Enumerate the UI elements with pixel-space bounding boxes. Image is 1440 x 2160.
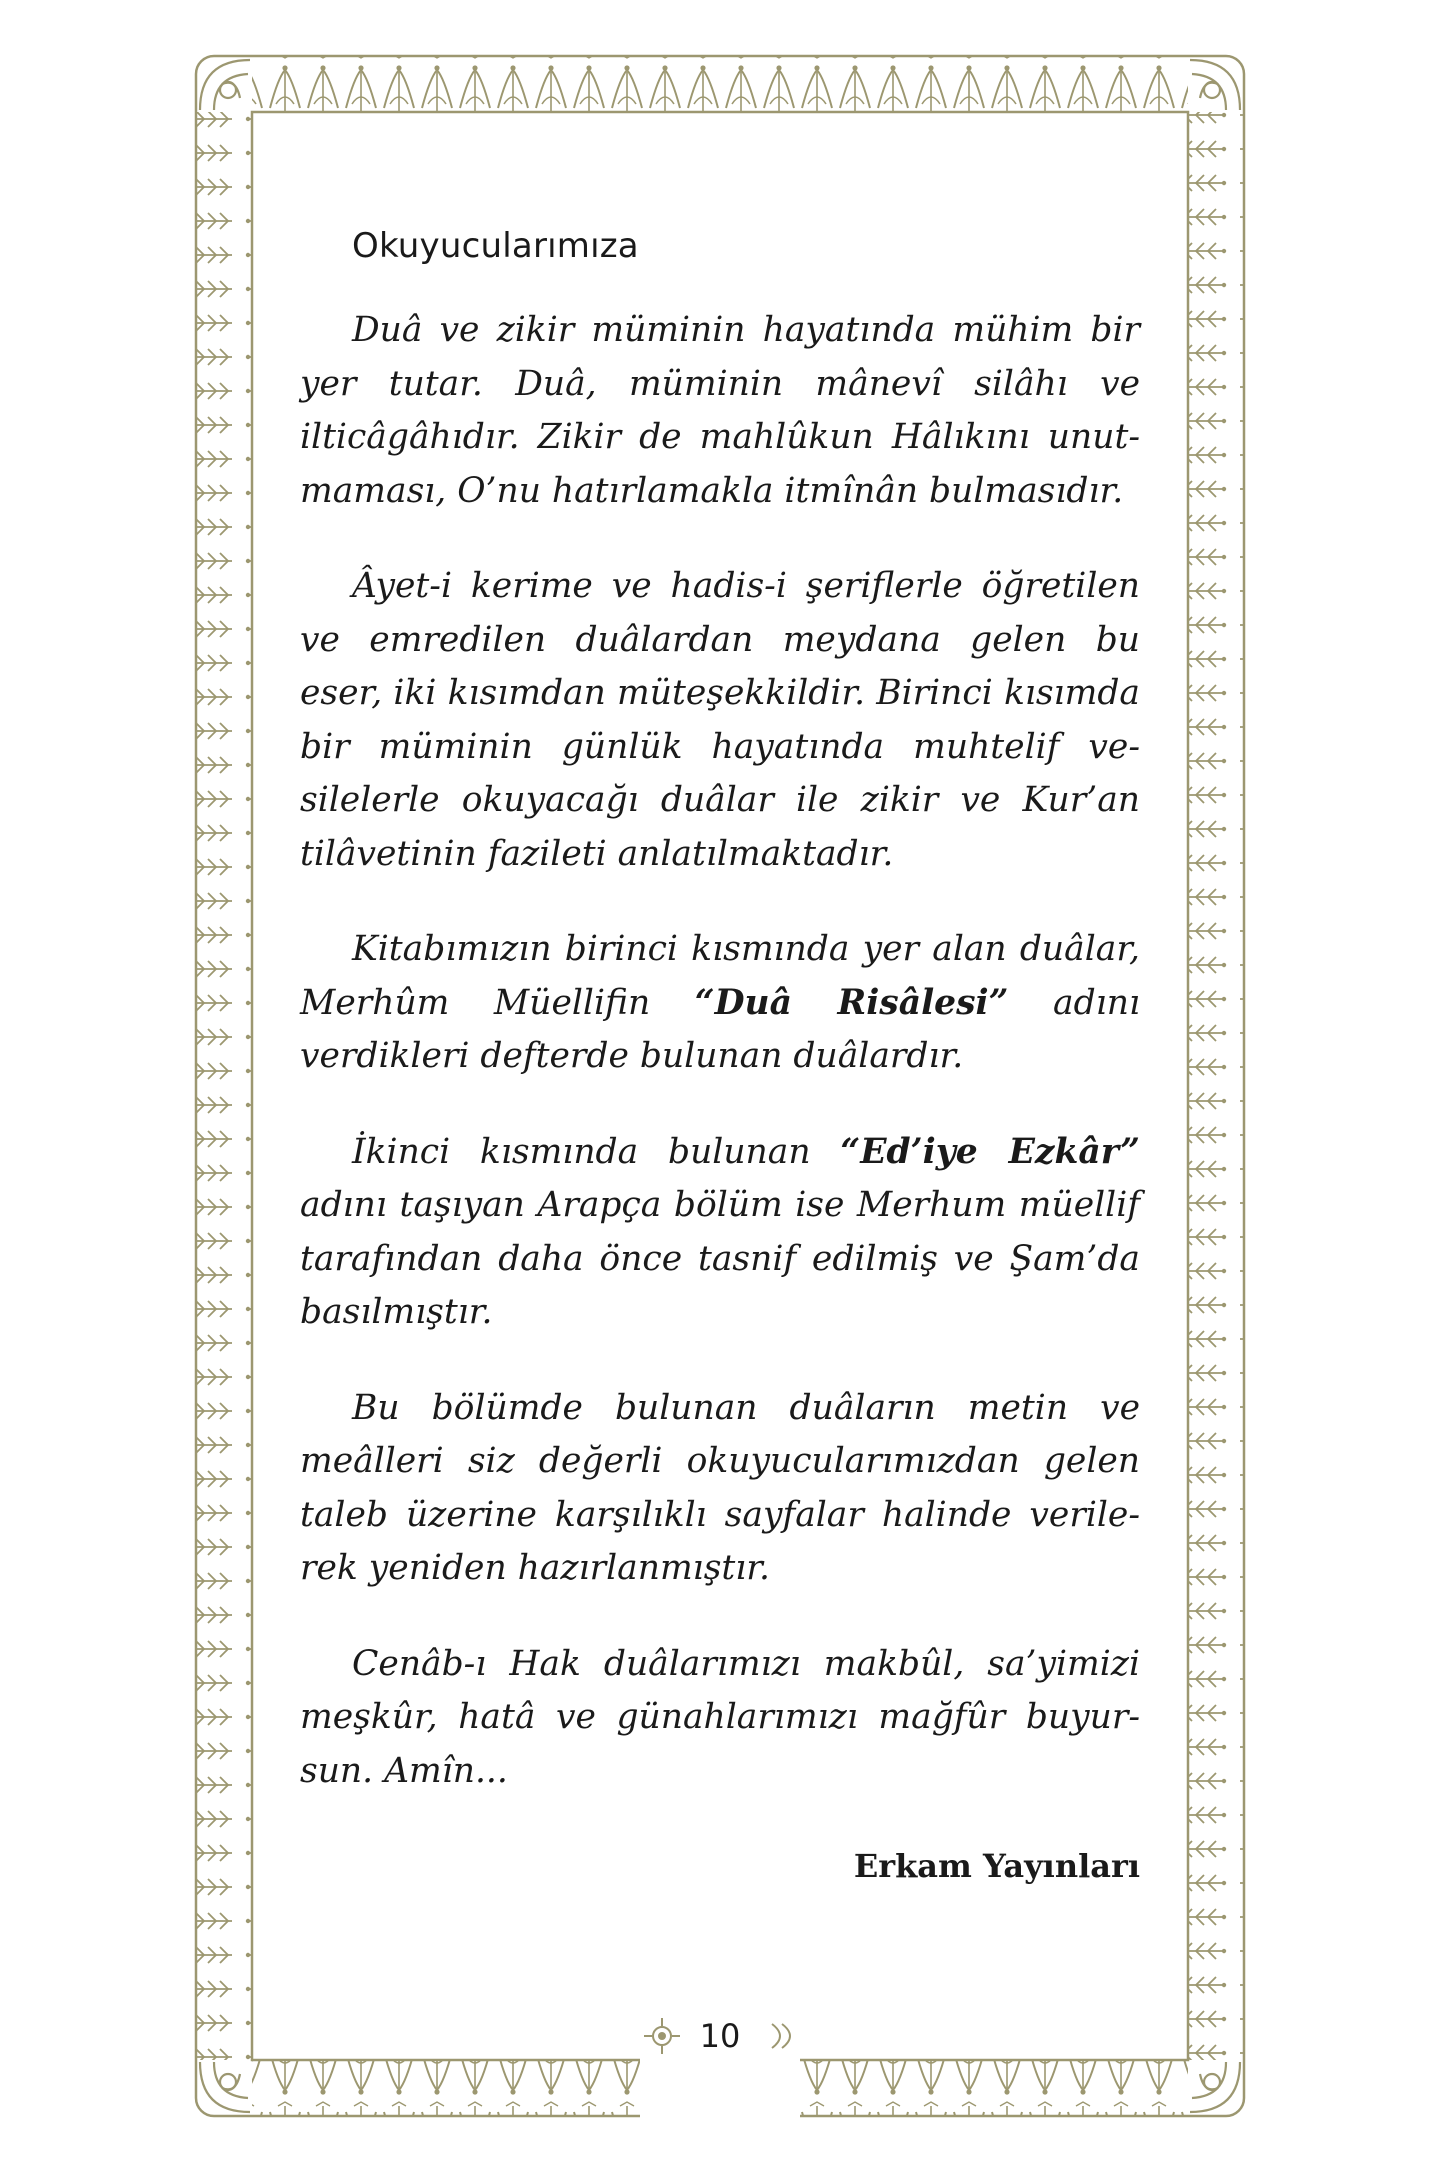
corner-ornament-bottom-left xyxy=(200,2062,250,2112)
bold-title-phrase: “Duâ Risâlesi” xyxy=(694,982,1009,1023)
body-paragraph xyxy=(300,923,1140,1084)
page-heading: Okuyucularımıza xyxy=(352,226,639,266)
paragraph-text: Kitabımızın birinci kısmında yer alan duâlar, Merhûm Müellifin xyxy=(300,929,1140,1023)
publisher-signature: Erkam Yayınları xyxy=(853,1847,1140,1885)
page-number-ornament-right xyxy=(772,2024,790,2048)
body-paragraph xyxy=(300,1638,1140,1799)
corner-ornament-bottom-right xyxy=(1190,2062,1240,2112)
paragraph-text: Cenâb-ı Hak duâlarımızı makbûl, sa’yimizi meşkûr, hatâ ve günahlarımızı mağfûr buyursun. Amîn... xyxy=(300,1643,1140,1791)
paragraph-text: adını verdikleri defterde bulunan duâlardır. xyxy=(300,982,1140,1076)
paragraph-text: Bu bölümde bulunan duâların metin ve meâlleri siz değerli okuyucularımızdan gelen taleb üzerine karşılıklı sayfalar halinde verilerek yeniden hazırlanmıştır. xyxy=(300,1387,1140,1588)
paragraph-text: Duâ ve zikir müminin hayatında mühim bir yer tutar. Duâ, müminin mânevî silâhı ve ilticâgâhıdır. Zikir de mahlûkun Hâlıkını unutmaması, O’nu hatırlamakla itmînân bulmasıdır. xyxy=(300,310,1140,511)
bold-title-phrase: “Ed’iye Ezkâr” xyxy=(840,1131,1141,1172)
page-number-ornament-left xyxy=(644,2018,680,2054)
body-paragraph xyxy=(300,1126,1140,1340)
page-body xyxy=(300,218,1140,1892)
corner-ornament-top-left xyxy=(200,60,250,110)
border-left xyxy=(196,112,252,2060)
paragraph-text: adını taşıyan Arapça bölüm ise Merhum müellif tarafından daha önce tasnif edilmiş ve Şam’da basılmıştır. xyxy=(300,1185,1140,1332)
border-top xyxy=(252,56,1188,112)
paragraph-list xyxy=(300,304,1140,1798)
paragraph-text: Âyet-i kerime ve hadis-i şeriflerle öğretilen ve emredilen duâlardan meydana gelen bu eser, iki kısımdan müteşekkildir. Birinci kısımda bir müminin günlük hayatında muhtelif vesilelerle okuyacağı duâlar ile zikir ve Kur’an tilâvetinin fazileti anlatılmaktadır. xyxy=(300,566,1140,874)
page-number: 10 xyxy=(690,2016,750,2056)
body-paragraph xyxy=(300,560,1140,881)
body-paragraph xyxy=(300,1382,1140,1596)
border-right xyxy=(1188,112,1244,2060)
corner-ornament-top-right xyxy=(1190,60,1240,110)
paragraph-text: İkinci kısmında bulunan xyxy=(352,1131,841,1172)
body-paragraph xyxy=(300,304,1140,518)
